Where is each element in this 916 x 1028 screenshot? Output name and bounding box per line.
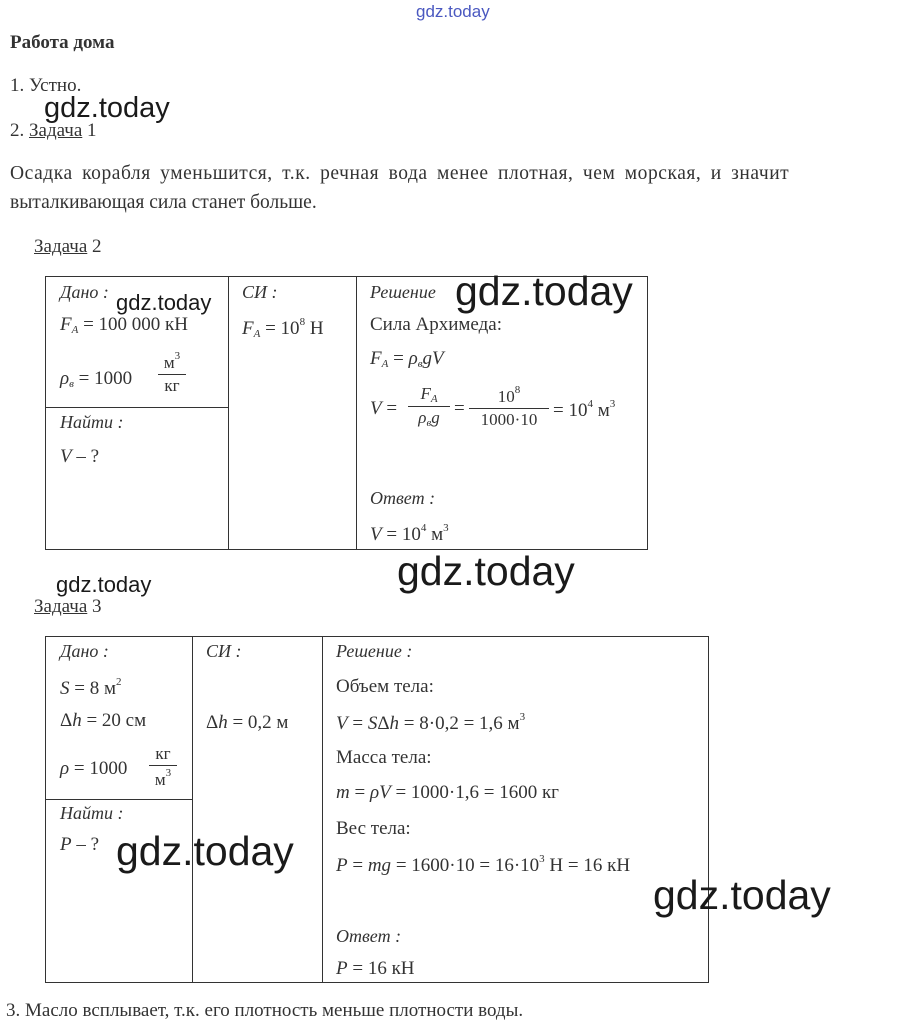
task-3-si-label: СИ : <box>206 641 242 661</box>
task-2-given-fa: $F_A = 100$ 000 кН <box>60 314 189 336</box>
task-2-formula-2-lhs: V = <box>370 398 398 419</box>
task-3-si-value: Δh = 0,2 м <box>206 712 289 733</box>
task-3-word: Задача <box>34 596 88 617</box>
watermark: gdz.today <box>44 92 170 124</box>
watermark: gdz.today <box>455 268 633 314</box>
item-2-heading <box>10 120 97 142</box>
task-3-answer-label: Ответ : <box>336 926 402 946</box>
task-2-find-value: V – ? <box>60 446 100 467</box>
task-3-given-label: Дано : <box>60 641 109 661</box>
task-2-si-label: СИ : <box>242 282 278 302</box>
task-3-given-rho-bar <box>149 765 177 766</box>
task-2-formula-2-rhs: = $10^4$ $м^3$ <box>553 398 616 421</box>
task-2-answer-value: $V = 10^4$ $м^3$ <box>370 522 449 545</box>
watermark: gdz.today <box>116 290 212 315</box>
task-3-mass-heading: Масса тела: <box>336 747 432 768</box>
task-2-word: Задача <box>34 236 88 257</box>
task-3-answer-value: P = 16 кН <box>336 958 415 979</box>
task-2-given-rho-fraction <box>158 350 186 396</box>
task-1-word: Задача <box>29 120 83 141</box>
task-3-given-rho-fraction <box>149 744 177 790</box>
task-2-given-rho: $\rho_в = 1000$ <box>60 368 133 390</box>
item-2-number: 2. <box>10 120 25 141</box>
task-3-volume-formula: V = SΔh = 8·0,2 = 1,6 $м^3$ <box>336 711 526 734</box>
task-2-answer-label: Ответ : <box>370 488 436 508</box>
task-3-find-cell <box>45 799 193 983</box>
watermark-top: gdz.today <box>416 2 490 21</box>
task-3-given-rho: ρ = 1000 <box>60 758 128 779</box>
task-2-heading-archimedes: Сила Архимеда: <box>370 314 502 335</box>
task-3-solution-label: Решение : <box>336 641 413 661</box>
task-3-si-cell <box>192 636 323 983</box>
task-2-given-rho-bar <box>158 374 186 375</box>
task-3-given-s: S = 8 $м^2$ <box>60 676 122 699</box>
task-2-heading <box>34 236 102 258</box>
task-3-mass-formula: m = ρV = 1000·1,6 = 1600 кг <box>336 782 559 803</box>
task-2-formula-2-frac-2 <box>469 384 549 430</box>
task-3-given-rho-numerator: кг <box>155 744 171 763</box>
task-2-formula-2-frac-1-bar <box>408 406 450 407</box>
task-2-formula-2-frac-2-bar <box>469 408 549 409</box>
page-title: Работа дома <box>10 32 115 53</box>
watermark: gdz.today <box>116 828 294 874</box>
task-3-given-dh: Δh = 20 см <box>60 710 147 731</box>
task-2-si-value: $F_A = 10^8$ Н <box>242 316 324 340</box>
task-3-number: 3 <box>92 596 102 617</box>
task-2-find-label: Найти : <box>60 412 124 432</box>
item-3: 3. Масло всплывает, т.к. его плотность меньше плотности воды. <box>6 1000 524 1021</box>
task-1-number: 1 <box>87 120 97 141</box>
watermark: gdz.today <box>397 548 575 594</box>
task-2-formula-2-eq: = <box>454 398 465 419</box>
task-2-formula-2-frac-1 <box>408 384 450 429</box>
task-1-text-line-1: Осадка корабля уменьшится, т.к. речная вода менее плотная, чем морская, и значит <box>10 163 790 184</box>
task-1-text-line-2: выталкивающая сила станет больше. <box>10 192 317 213</box>
watermark: gdz.today <box>653 872 831 918</box>
task-2-formula-2-frac-1-den: $\rho_вg$ <box>418 408 440 429</box>
task-3-find-label: Найти : <box>60 803 124 823</box>
task-3-weight-heading: Вес тела: <box>336 818 411 839</box>
task-3-given-rho-denominator: $м^3$ <box>154 767 172 789</box>
task-2-given-rho-numerator: $м^3$ <box>163 350 181 372</box>
task-2-formula-2-frac-2-den: 1000·10 <box>480 410 538 429</box>
task-2-number: 2 <box>92 236 102 257</box>
task-2-given-rho-denominator: кг <box>164 376 180 395</box>
task-3-weight-formula: P = mg = $1600\cdot 10 = 16\cdot 10^3$ Н = 16 кН <box>336 853 631 876</box>
task-2-given-label: Дано : <box>60 282 109 302</box>
task-3-find-value: P – ? <box>60 834 100 855</box>
task-3-heading <box>34 596 102 618</box>
task-2-formula-2-frac-1-num: $F_A$ <box>420 384 438 405</box>
task-2-formula-1: $F_A = \rho_вgV$ <box>370 348 444 370</box>
task-2-solution-label: Решение <box>370 282 436 302</box>
task-2-formula-2-frac-2-num: $10^8$ <box>497 384 521 406</box>
task-3-volume-heading: Объем тела: <box>336 676 434 697</box>
item-1: 1. Устно. <box>10 75 82 96</box>
watermark: gdz.today <box>56 572 152 597</box>
